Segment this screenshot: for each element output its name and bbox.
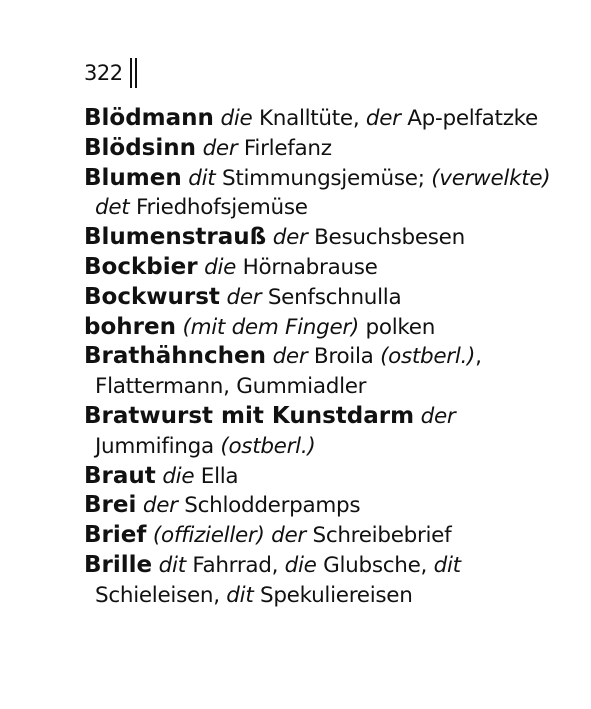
entry-headword: Blumenstrauß xyxy=(84,224,267,251)
entry-translation: Ella xyxy=(194,463,239,489)
entry-headword: Blödsinn xyxy=(84,134,197,161)
entry-headword: Brei xyxy=(84,492,137,519)
entry-translation: Spekuliereisen xyxy=(253,582,413,608)
entry-translation: Glubsche, xyxy=(316,552,434,578)
entry-translation: Knalltüte, xyxy=(252,106,366,131)
dictionary-entry xyxy=(84,402,564,462)
entry-headword: Bockbier xyxy=(84,253,198,280)
entry-headword: Braut xyxy=(84,462,156,489)
entry-translation: Fahrrad, xyxy=(185,552,285,578)
dictionary-entry xyxy=(84,104,564,134)
dictionary-entry xyxy=(84,491,564,521)
page-header xyxy=(84,58,137,88)
entry-headword: Blödmann xyxy=(84,105,214,131)
grammar-note: dit xyxy=(226,582,254,608)
entry-translation: Broila xyxy=(307,344,381,370)
dictionary-entry xyxy=(84,164,564,224)
grammar-note: der xyxy=(226,284,262,310)
entry-translation: Schlodderpamps xyxy=(177,493,361,519)
entry-translation: Besuchsbesen xyxy=(307,225,465,251)
grammar-note: der xyxy=(272,344,308,370)
grammar-note: der xyxy=(365,106,401,131)
dictionary-entry xyxy=(84,283,564,313)
dictionary-entry xyxy=(84,134,564,164)
entry-translation: Friedhofsjemüse xyxy=(129,195,308,221)
grammar-note: die xyxy=(220,106,253,131)
dictionary-entry xyxy=(84,462,564,492)
double-rule-divider xyxy=(130,58,137,88)
grammar-note: der xyxy=(271,523,306,549)
entry-headword: Bratwurst mit Kunstdarm xyxy=(84,402,415,429)
grammar-note: (offizieller) xyxy=(152,523,265,549)
grammar-note: der xyxy=(272,225,308,251)
grammar-note: der xyxy=(142,493,178,519)
entry-translation: , Flattermann, Gummiadler xyxy=(95,344,482,400)
page-number: 322 xyxy=(84,61,123,85)
grammar-note: (ostberl.) xyxy=(380,344,476,370)
dictionary-entry xyxy=(84,342,564,402)
entry-translation: Hörnabrause xyxy=(236,254,378,280)
entry-translation: Firlefanz xyxy=(237,135,332,161)
dictionary-entry xyxy=(84,551,564,611)
entry-headword: Bockwurst xyxy=(84,283,220,310)
dictionary-entry xyxy=(84,223,564,253)
grammar-note: (verwelkte) xyxy=(431,165,551,191)
entry-translation: Ap-pelfatzke xyxy=(400,106,538,131)
entry-translation: polken xyxy=(359,314,436,340)
entry-headword: Blumen xyxy=(84,164,182,191)
grammar-note: (mit dem Finger) xyxy=(182,314,360,340)
dictionary-entry xyxy=(84,521,564,551)
entry-headword: Brief xyxy=(84,522,147,549)
entry-translation: Jummifinga xyxy=(95,433,221,459)
grammar-note: die xyxy=(204,254,237,280)
grammar-note: die xyxy=(162,463,195,489)
grammar-note: det xyxy=(95,195,130,221)
grammar-note: dit xyxy=(158,552,186,578)
dictionary-entries xyxy=(84,104,564,611)
grammar-note: dit xyxy=(433,552,461,578)
dictionary-entry xyxy=(84,313,564,343)
grammar-note: dit xyxy=(188,165,216,191)
entry-translation: Schreibebrief xyxy=(305,523,452,549)
grammar-note: die xyxy=(284,552,317,578)
grammar-note: der xyxy=(202,135,238,161)
entry-headword: Brille xyxy=(84,551,153,578)
grammar-note: der xyxy=(420,403,456,429)
dictionary-entry xyxy=(84,253,564,283)
entry-headword: bohren xyxy=(84,313,176,340)
entry-translation: Stimmungsjemüse; xyxy=(215,165,432,191)
grammar-note: (ostberl.) xyxy=(220,433,316,459)
entry-translation: Schieleisen, xyxy=(95,582,227,608)
entry-translation: Senfschnulla xyxy=(261,284,402,310)
entry-headword: Brathähnchen xyxy=(84,343,267,370)
